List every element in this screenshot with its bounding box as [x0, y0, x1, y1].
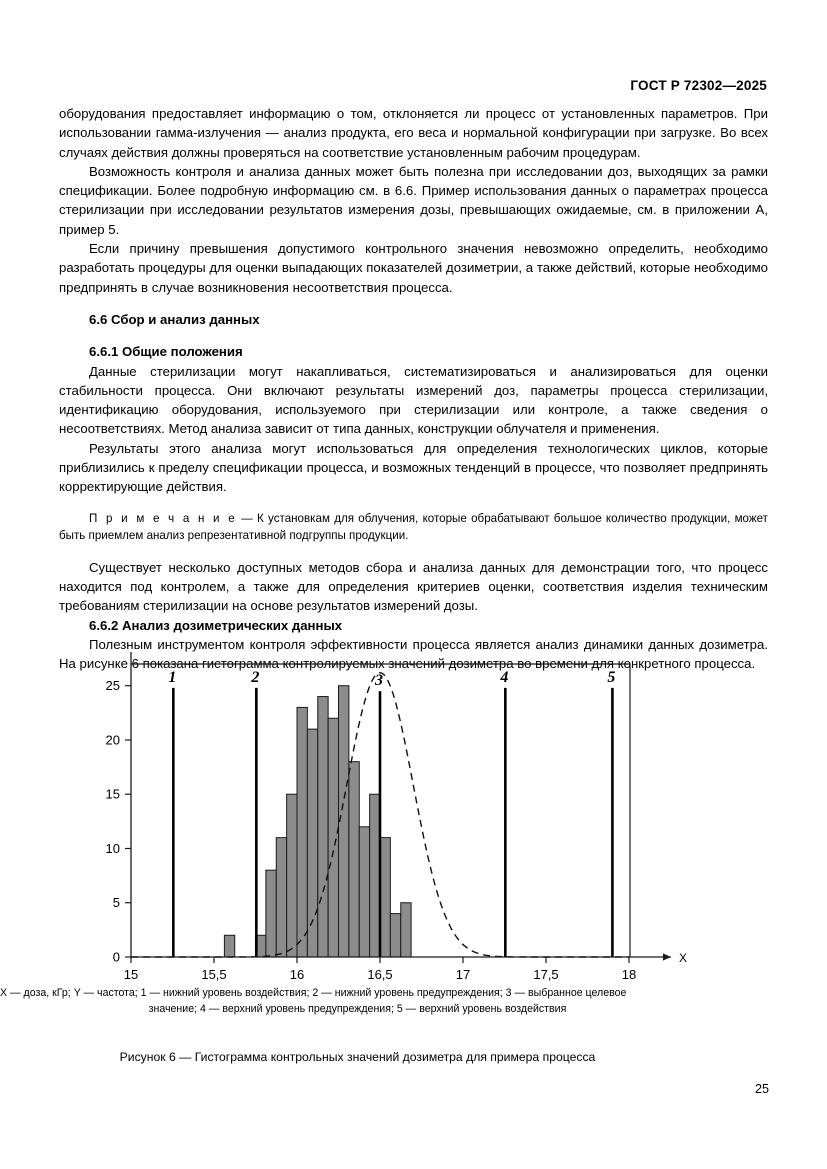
page-number: 25 [754, 1082, 769, 1096]
x-tick-label: 17,5 [533, 967, 559, 982]
histogram-bar [276, 838, 286, 957]
histogram-chart [59, 652, 768, 992]
histogram-bar [401, 903, 411, 957]
y-tick-label: 25 [105, 678, 120, 694]
heading-6-6-2: 6.6.2 Анализ дозиметрических данных [89, 617, 343, 633]
histogram-bar [307, 729, 317, 957]
x-tick-label: 16 [289, 967, 305, 982]
figure-caption-line2: значение; 4 — верхний уровень предупреждения; 5 — верхний уровень воздействия [148, 1002, 567, 1015]
paragraph-2: Возможность контроля и анализа данных может быть полезна при исследовании доз, выходящих за рамки спецификации. Более подробную информацию см. в 6.6. Пример использования данных о параметрах процесса стерилизации при исследовании результатов измерения дозы, превышающих ожидаемые, см. в приложении А, пример 5. [59, 163, 768, 237]
control-level-label-5: 5 [607, 668, 616, 686]
paragraph-3: Если причину превышения допустимого контрольного значения невозможно определить, необходимо разработать процедуры для оценки выпадающих показателей дозиметрии, а также действий, которые необходимо предпринять в случае возникновения несоответствия процесса. [59, 241, 768, 295]
x-tick-label: 15 [123, 967, 139, 982]
y-tick-label: 0 [112, 949, 120, 965]
chart-svg [59, 652, 768, 992]
histogram-bar [224, 935, 234, 957]
control-level-label-4: 4 [500, 668, 509, 686]
histogram-bar [390, 914, 400, 957]
paragraph-7: Полезным инструментом контроля эффективности процесса является анализ динамики данных дозиметра. На рисунке 6 показана гистограмма контролируемых значений дозиметра во времени для конкретного процесса. [59, 636, 768, 672]
x-axis-title: X [679, 951, 688, 965]
paragraph-4: Данные стерилизации могут накапливаться, систематизироваться и анализироваться для оценки стабильности процесса. Они включают результаты измерений доз, параметры процесса стерилизации, идентификацию оборудования, используемого при стерилизации или контроле, а также сведения о несоответствиях. Метод анализа зависит от типа данных, конструкции облучателя и применения. [59, 363, 768, 437]
paragraph-5: Результаты этого анализа могут использоваться для определения технологических циклов, которые приблизились к пределу спецификации процесса, и возможных тенденций в процессе, что позволяет предпринять корректирующие действия. [59, 440, 768, 495]
paragraph-6: Существует несколько доступных методов сбора и анализа данных для демонстрации того, что процесс находится под контролем, а также для определения критериев оценки, соответствия изделия техническим требованиям стерилизации на основе результатов измерений дозы. [59, 559, 768, 614]
figure-title: Рисунок 6 — Гистограмма контрольных значений дозиметра для примера процесса [119, 1050, 596, 1064]
standard-header: ГОСТ Р 72302—2025 [630, 78, 767, 93]
x-tick-label: 18 [621, 967, 637, 982]
histogram-bar [370, 794, 380, 957]
control-level-label-2: 2 [251, 668, 260, 686]
histogram-bar [328, 718, 338, 957]
histogram-bar [297, 707, 307, 957]
y-tick-label: 20 [105, 732, 120, 748]
histogram-bar [380, 838, 390, 957]
x-tick-label: 15,5 [201, 967, 227, 982]
x-tick-label: 16,5 [367, 967, 393, 982]
y-tick-label: 15 [105, 786, 120, 802]
control-level-label-3: 3 [375, 672, 383, 690]
histogram-bar [359, 827, 369, 957]
note-label: П р и м е ч а н и е [89, 511, 237, 525]
histogram-bar [349, 762, 359, 957]
figure-6 [59, 652, 768, 992]
y-tick-label: 10 [105, 840, 120, 856]
figure-caption [0, 986, 715, 1017]
x-axis-arrow [663, 953, 671, 960]
control-level-label-1: 1 [168, 668, 177, 686]
heading-6-6-1: 6.6.1 Общие положения [89, 344, 243, 360]
histogram-bar [287, 794, 297, 957]
note-text: — К установкам для облучения, которые обрабатывают большое количество продукции, может быть приемлем анализ репрезентативной подгруппы продукции. [59, 511, 768, 543]
paragraph-1: оборудования предоставляет информацию о том, отклоняется ли процесс от установленных параметров. При использовании гамма-излучения — анализ продукта, его веса и нормальной конфигурации при загрузке. Во всех случаях действия должны проверяться на соответствие установленным рабочим процедурам. [59, 106, 768, 160]
histogram-bar [318, 697, 328, 957]
heading-6-6: 6.6 Сбор и анализ данных [89, 311, 260, 327]
y-tick-label: 5 [112, 895, 120, 911]
bar-series [224, 686, 411, 957]
note-block [59, 510, 768, 545]
x-tick-label: 17 [455, 967, 471, 982]
figure-caption-line1: X — доза, кГр; Y — частота; 1 — нижний уровень воздействия; 2 — нижний уровень предупреждения; 3 — выбранное целевое [0, 987, 627, 999]
histogram-bar [266, 870, 276, 957]
document-body [59, 104, 768, 673]
